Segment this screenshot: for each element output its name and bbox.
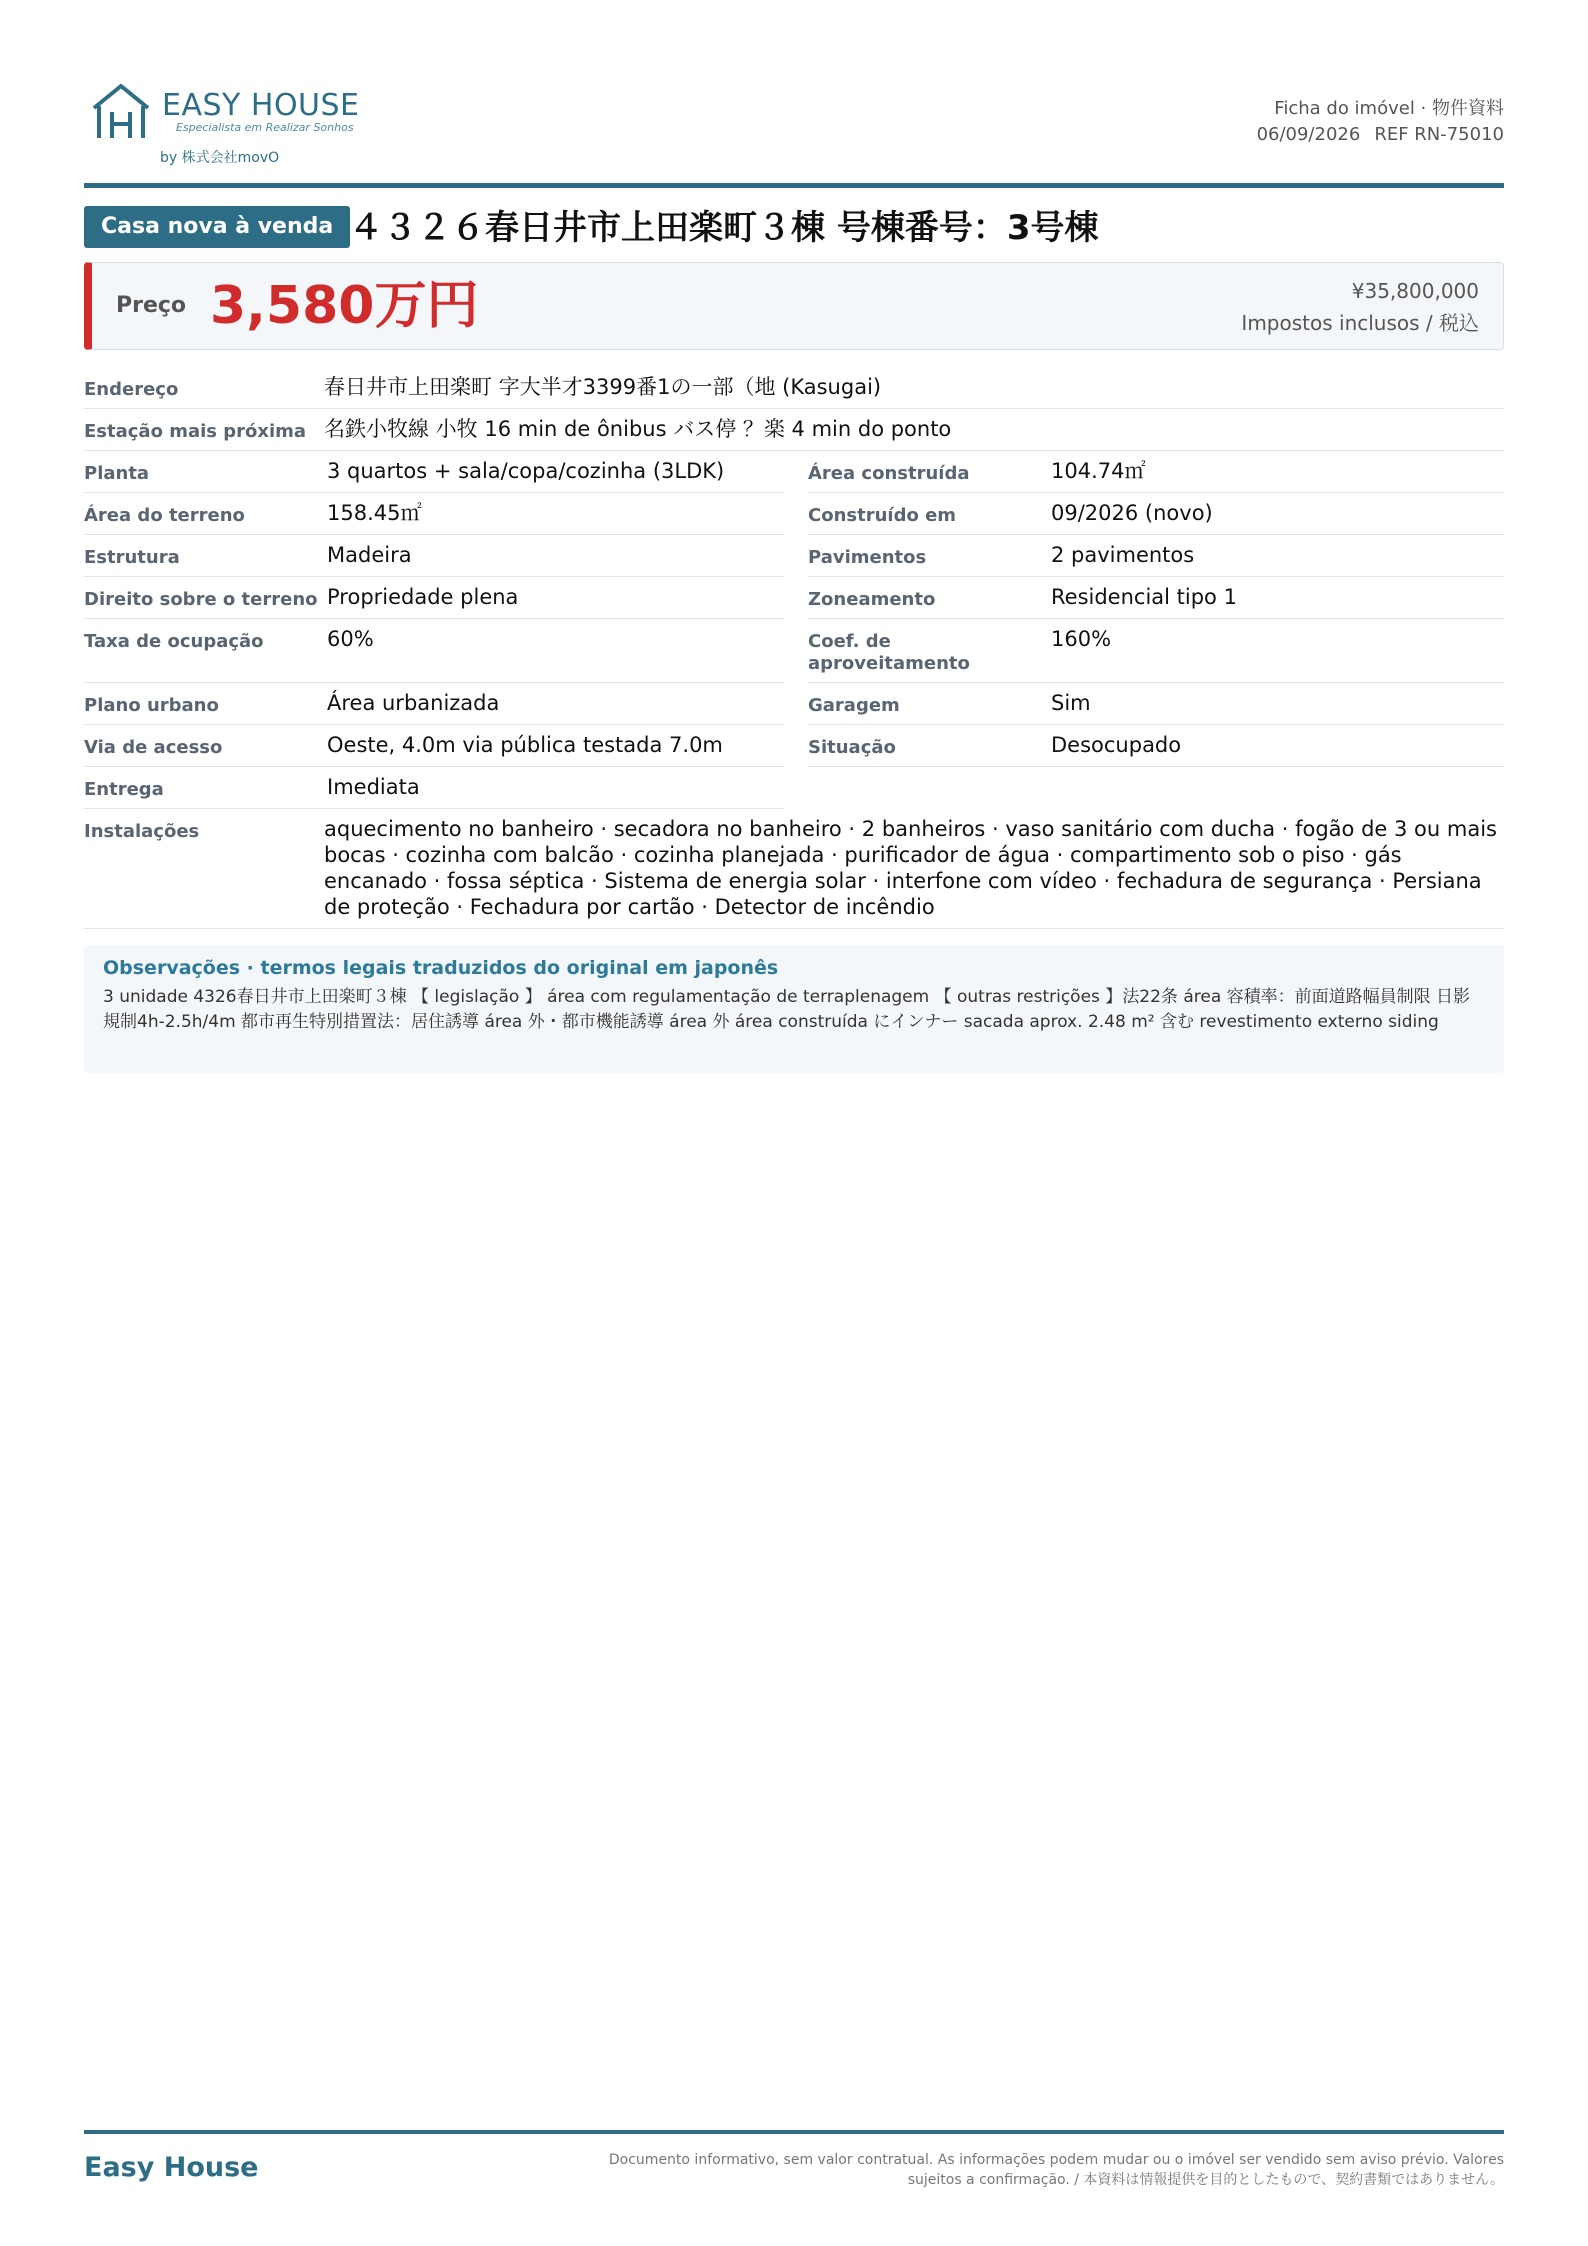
spec-table (84, 367, 1504, 929)
notes-text: 3 unidade 4326春日井市上田楽町３棟 【 legislação 】 área com regulamentação de terraplenagem 【 outras restrições 】法22条 área 容積率：前面道路幅員制限 日影規制4h-2.5h/4m 都市再生特別措置法：居住誘導 área 外・都市機能誘導 área 外 área construída にインナー sacada aprox. 2.48 m² 含む revestimento externo siding (103, 987, 1471, 1032)
spec-label: Endereço (84, 379, 179, 400)
spec-row-land-area (84, 493, 1504, 535)
document-date-ref (1257, 122, 1504, 148)
spec-label: Plano urbano (84, 695, 219, 716)
spec-value: 104.74㎡ (1051, 459, 1146, 483)
price-value: 3,580万円 (210, 276, 479, 336)
spec-row-address (84, 367, 1504, 409)
spec-label: Coef. de aproveitamento (808, 631, 970, 674)
spec-row-delivery (84, 767, 1504, 809)
spec-value: Oeste, 4.0m via pública testada 7.0m (327, 733, 723, 757)
spec-value: 名鉄小牧線 小牧 16 min de ônibus バス停 ？楽 4 min do ponto (324, 417, 952, 441)
footer-divider (84, 2130, 1504, 2134)
spec-label: Construído em (808, 505, 957, 526)
property-sheet (84, 0, 1504, 2246)
tax-note: Impostos inclusos / 税込 (1241, 311, 1479, 335)
title-row (84, 206, 1504, 250)
listing-type-badge: Casa nova à venda (84, 206, 350, 248)
spec-row-station (84, 409, 1504, 451)
spec-label: Estação mais próxima (84, 421, 307, 442)
house-logo-icon (90, 82, 152, 142)
spec-label: Instalações (84, 821, 200, 842)
spec-label: Planta (84, 463, 150, 484)
spec-value: Propriedade plena (327, 585, 519, 609)
spec-row-facilities (84, 809, 1504, 929)
header-divider (84, 183, 1504, 188)
brand-name: EASY HOUSE (162, 88, 360, 123)
brand-tagline: Especialista em Realizar Sonhos (176, 121, 354, 134)
document-ref: REF RN-75010 (1374, 124, 1504, 145)
spec-label: Situação (808, 737, 896, 758)
spec-row-access (84, 725, 1504, 767)
spec-value: Sim (1051, 691, 1091, 715)
spec-value: Desocupado (1051, 733, 1182, 757)
spec-label: Estrutura (84, 547, 180, 568)
spec-value: 春日井市上田楽町 字大半才3399番1の一部（地 (Kasugai) (324, 375, 882, 399)
spec-value: Imediata (327, 775, 420, 799)
property-title: ４３２６春日井市上田楽町３棟 号棟番号：3号棟 (349, 208, 1099, 248)
company-logo (90, 80, 370, 180)
notes-title: Observações · termos legais traduzidos do original em japonês (103, 957, 779, 979)
spec-label: Pavimentos (808, 547, 927, 568)
price-label: Preço (116, 293, 187, 318)
spec-value: 60% (327, 627, 374, 651)
brand-byline: by 株式会社movO (160, 150, 280, 166)
price-yen: ¥35,800,000 (1351, 279, 1479, 303)
spec-label: Entrega (84, 779, 164, 800)
spec-value: Residencial tipo 1 (1051, 585, 1237, 609)
footer-disclaimer: Documento informativo, sem valor contratual. As informações podem mudar ou o imóvel ser vendido sem aviso prévio. Valores sujeitos a confirmação. / 本資料は情報提供を目的としたもので、契約書類ではありません。 (608, 2152, 1504, 2188)
spec-value: 09/2026 (novo) (1051, 501, 1213, 525)
spec-value: 160% (1051, 627, 1112, 651)
spec-row-land-right (84, 577, 1504, 619)
document-meta (1257, 96, 1504, 148)
spec-value: Madeira (327, 543, 412, 567)
document-type: Ficha do imóvel · 物件資料 (1274, 98, 1504, 119)
spec-row-structure (84, 535, 1504, 577)
spec-label: Zoneamento (808, 589, 936, 610)
spec-value: 158.45㎡ (327, 501, 422, 525)
spec-label: Área do terreno (84, 505, 245, 526)
header (84, 80, 1504, 180)
notes-box (84, 945, 1504, 1073)
price-box (84, 262, 1504, 350)
spec-value: 3 quartos + sala/copa/cozinha (3LDK) (327, 459, 725, 483)
footer-brand: Easy House (84, 2152, 259, 2183)
document-date: 06/09/2026 (1256, 124, 1361, 145)
spec-row-urban-plan (84, 683, 1504, 725)
spec-value: aquecimento no banheiro · secadora no banheiro · 2 banheiros · vaso sanitário com ducha · fogão de 3 ou mais bocas · cozinha com balcão · cozinha planejada · purificador de água · compartimento sob o piso · gás encanado · fossa séptica · Sistema de energia solar · interfone com vídeo · fechadura de segurança · Persiana de proteção · Fechadura por cartão · Detector de incêndio (324, 817, 1497, 919)
spec-value: 2 pavimentos (1051, 543, 1195, 567)
spec-row-coverage (84, 619, 1504, 683)
spec-row-layout (84, 451, 1504, 493)
spec-label: Direito sobre o terreno (84, 589, 318, 610)
spec-label: Taxa de ocupação (84, 631, 264, 652)
spec-value: Área urbanizada (327, 691, 500, 715)
spec-label: Garagem (808, 695, 900, 716)
spec-label: Área construída (808, 463, 970, 484)
spec-label: Via de acesso (84, 737, 223, 758)
